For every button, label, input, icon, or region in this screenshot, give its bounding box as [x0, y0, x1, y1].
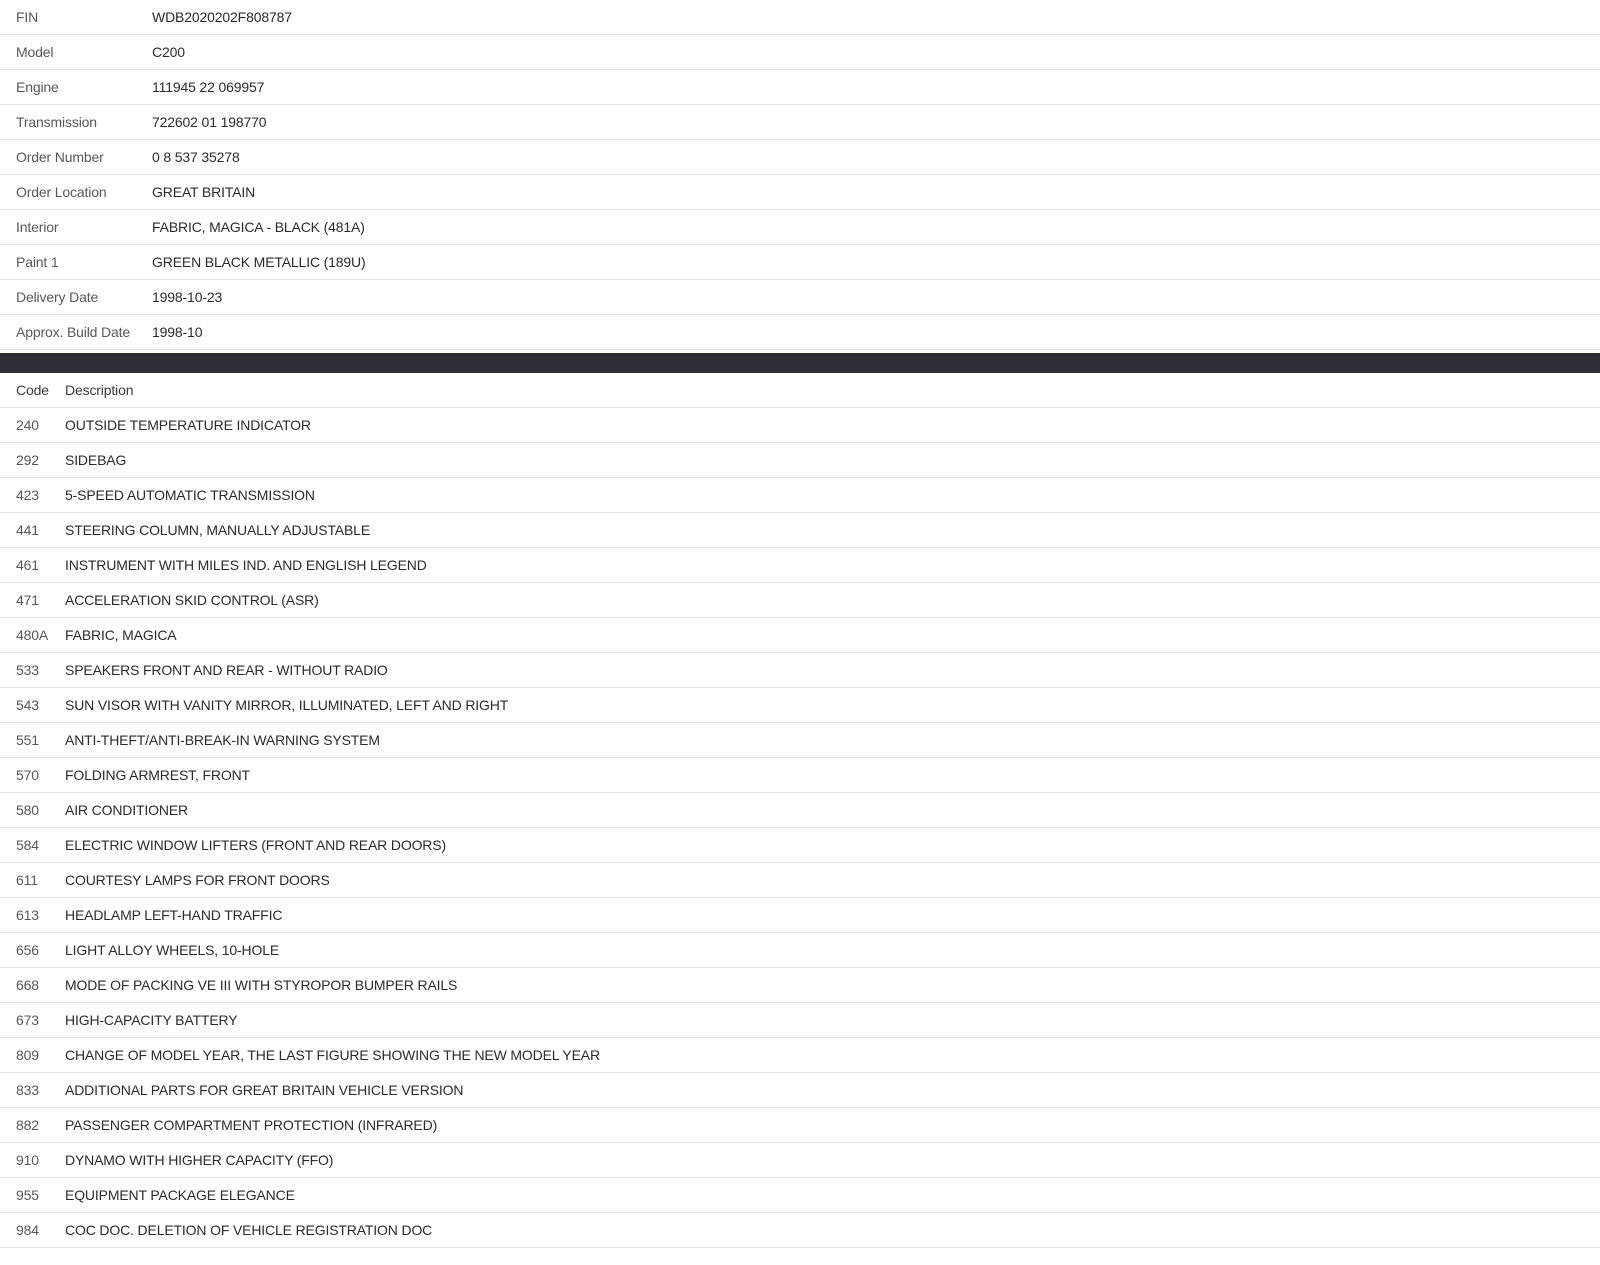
- option-code: 613: [16, 907, 39, 923]
- vehicle-info-table: [0, 0, 1600, 350]
- option-description: FOLDING ARMREST, FRONT: [65, 767, 250, 783]
- option-code-row: [0, 1003, 1600, 1038]
- option-description: LIGHT ALLOY WHEELS, 10-HOLE: [65, 942, 280, 958]
- option-code-row: [0, 793, 1600, 828]
- option-code: 423: [16, 487, 39, 503]
- option-code: 984: [16, 1222, 39, 1238]
- option-description: COC DOC. DELETION OF VEHICLE REGISTRATION DOC: [65, 1222, 433, 1238]
- description-column-header: Description: [65, 382, 134, 398]
- vehicle-info-row: [0, 315, 1600, 350]
- option-code: 533: [16, 662, 39, 678]
- option-code-row: [0, 828, 1600, 863]
- option-code-row: [0, 583, 1600, 618]
- option-code: 809: [16, 1047, 39, 1063]
- vehicle-info-row: [0, 280, 1600, 315]
- option-code: 461: [16, 557, 39, 573]
- option-code-row: [0, 1143, 1600, 1178]
- option-code: 551: [16, 732, 39, 748]
- option-code-row: [0, 1178, 1600, 1213]
- option-code: 882: [16, 1117, 39, 1133]
- info-value: 0 8 537 35278: [152, 149, 240, 165]
- option-description: STEERING COLUMN, MANUALLY ADJUSTABLE: [65, 522, 371, 538]
- option-description: OUTSIDE TEMPERATURE INDICATOR: [65, 417, 311, 433]
- vehicle-info-row: [0, 175, 1600, 210]
- info-value: 1998-10: [152, 324, 203, 340]
- info-value: 111945 22 069957: [152, 79, 265, 95]
- info-label: Transmission: [16, 114, 97, 130]
- info-value: 1998-10-23: [152, 289, 223, 305]
- option-code: 668: [16, 977, 39, 993]
- option-description: ELECTRIC WINDOW LIFTERS (FRONT AND REAR DOORS): [65, 837, 446, 853]
- section-divider-bar: [0, 353, 1600, 373]
- option-code-row: [0, 618, 1600, 653]
- option-code: 611: [16, 872, 38, 888]
- option-code: 910: [16, 1152, 39, 1168]
- option-code: 471: [16, 592, 39, 608]
- option-code-row: [0, 898, 1600, 933]
- option-code-row: [0, 758, 1600, 793]
- option-code-row: [0, 1038, 1600, 1073]
- option-code-row: [0, 548, 1600, 583]
- option-code-row: [0, 863, 1600, 898]
- option-code-row: [0, 408, 1600, 443]
- option-code: 656: [16, 942, 39, 958]
- option-code-row: [0, 688, 1600, 723]
- info-label: Model: [16, 44, 54, 60]
- codes-header-row: [0, 373, 1600, 408]
- info-label: Engine: [16, 79, 59, 95]
- code-column-header: Code: [16, 382, 49, 398]
- info-label: FIN: [16, 9, 39, 25]
- option-code-row: [0, 443, 1600, 478]
- option-description: ACCELERATION SKID CONTROL (ASR): [65, 592, 319, 608]
- option-description: INSTRUMENT WITH MILES IND. AND ENGLISH LEGEND: [65, 557, 427, 573]
- option-description: ADDITIONAL PARTS FOR GREAT BRITAIN VEHICLE VERSION: [65, 1082, 464, 1098]
- info-value: 722602 01 198770: [152, 114, 267, 130]
- info-value: GREAT BRITAIN: [152, 184, 256, 200]
- option-description: HIGH-CAPACITY BATTERY: [65, 1012, 238, 1028]
- option-description: FABRIC, MAGICA: [65, 627, 177, 643]
- option-code-row: [0, 968, 1600, 1003]
- option-code-row: [0, 1108, 1600, 1143]
- option-description: SUN VISOR WITH VANITY MIRROR, ILLUMINATED, LEFT AND RIGHT: [65, 697, 509, 713]
- option-description: CHANGE OF MODEL YEAR, THE LAST FIGURE SHOWING THE NEW MODEL YEAR: [65, 1047, 600, 1063]
- option-code: 441: [16, 522, 39, 538]
- option-code: 580: [16, 802, 39, 818]
- vehicle-info-row: [0, 210, 1600, 245]
- option-description: HEADLAMP LEFT-HAND TRAFFIC: [65, 907, 283, 923]
- option-code-row: [0, 1213, 1600, 1248]
- option-code-row: [0, 653, 1600, 688]
- option-code-row: [0, 1073, 1600, 1108]
- info-value: WDB2020202F808787: [152, 9, 292, 25]
- option-description: AIR CONDITIONER: [65, 802, 188, 818]
- option-code: 584: [16, 837, 39, 853]
- option-description: COURTESY LAMPS FOR FRONT DOORS: [65, 872, 330, 888]
- vehicle-info-row: [0, 70, 1600, 105]
- option-codes-table: [0, 373, 1600, 1248]
- vehicle-info-row: [0, 35, 1600, 70]
- option-description: SPEAKERS FRONT AND REAR - WITHOUT RADIO: [65, 662, 388, 678]
- option-description: DYNAMO WITH HIGHER CAPACITY (FFO): [65, 1152, 334, 1168]
- vehicle-info-row: [0, 0, 1600, 35]
- option-code: 543: [16, 697, 39, 713]
- option-description: 5-SPEED AUTOMATIC TRANSMISSION: [65, 487, 315, 503]
- vehicle-info-row: [0, 140, 1600, 175]
- info-label: Interior: [16, 219, 59, 235]
- info-label: Order Number: [16, 149, 104, 165]
- info-value: GREEN BLACK METALLIC (189U): [152, 254, 366, 270]
- option-description: PASSENGER COMPARTMENT PROTECTION (INFRARED): [65, 1117, 438, 1133]
- option-description: SIDEBAG: [65, 452, 127, 468]
- option-code: 480A: [16, 627, 49, 643]
- info-label: Delivery Date: [16, 289, 99, 305]
- info-value: C200: [152, 44, 185, 60]
- info-label: Order Location: [16, 184, 107, 200]
- info-label: Paint 1: [16, 254, 59, 270]
- option-code: 955: [16, 1187, 39, 1203]
- option-code: 240: [16, 417, 39, 433]
- option-code-row: [0, 513, 1600, 548]
- option-code-row: [0, 478, 1600, 513]
- vehicle-info-row: [0, 245, 1600, 280]
- option-code-row: [0, 933, 1600, 968]
- info-label: Approx. Build Date: [16, 324, 131, 340]
- option-code: 292: [16, 452, 39, 468]
- option-description: EQUIPMENT PACKAGE ELEGANCE: [65, 1187, 295, 1203]
- option-description: ANTI-THEFT/ANTI-BREAK-IN WARNING SYSTEM: [65, 732, 380, 748]
- option-code: 833: [16, 1082, 39, 1098]
- vehicle-info-row: [0, 105, 1600, 140]
- option-code-row: [0, 723, 1600, 758]
- option-description: MODE OF PACKING VE III WITH STYROPOR BUMPER RAILS: [65, 977, 458, 993]
- option-code: 673: [16, 1012, 39, 1028]
- option-code: 570: [16, 767, 39, 783]
- info-value: FABRIC, MAGICA - BLACK (481A): [152, 219, 365, 235]
